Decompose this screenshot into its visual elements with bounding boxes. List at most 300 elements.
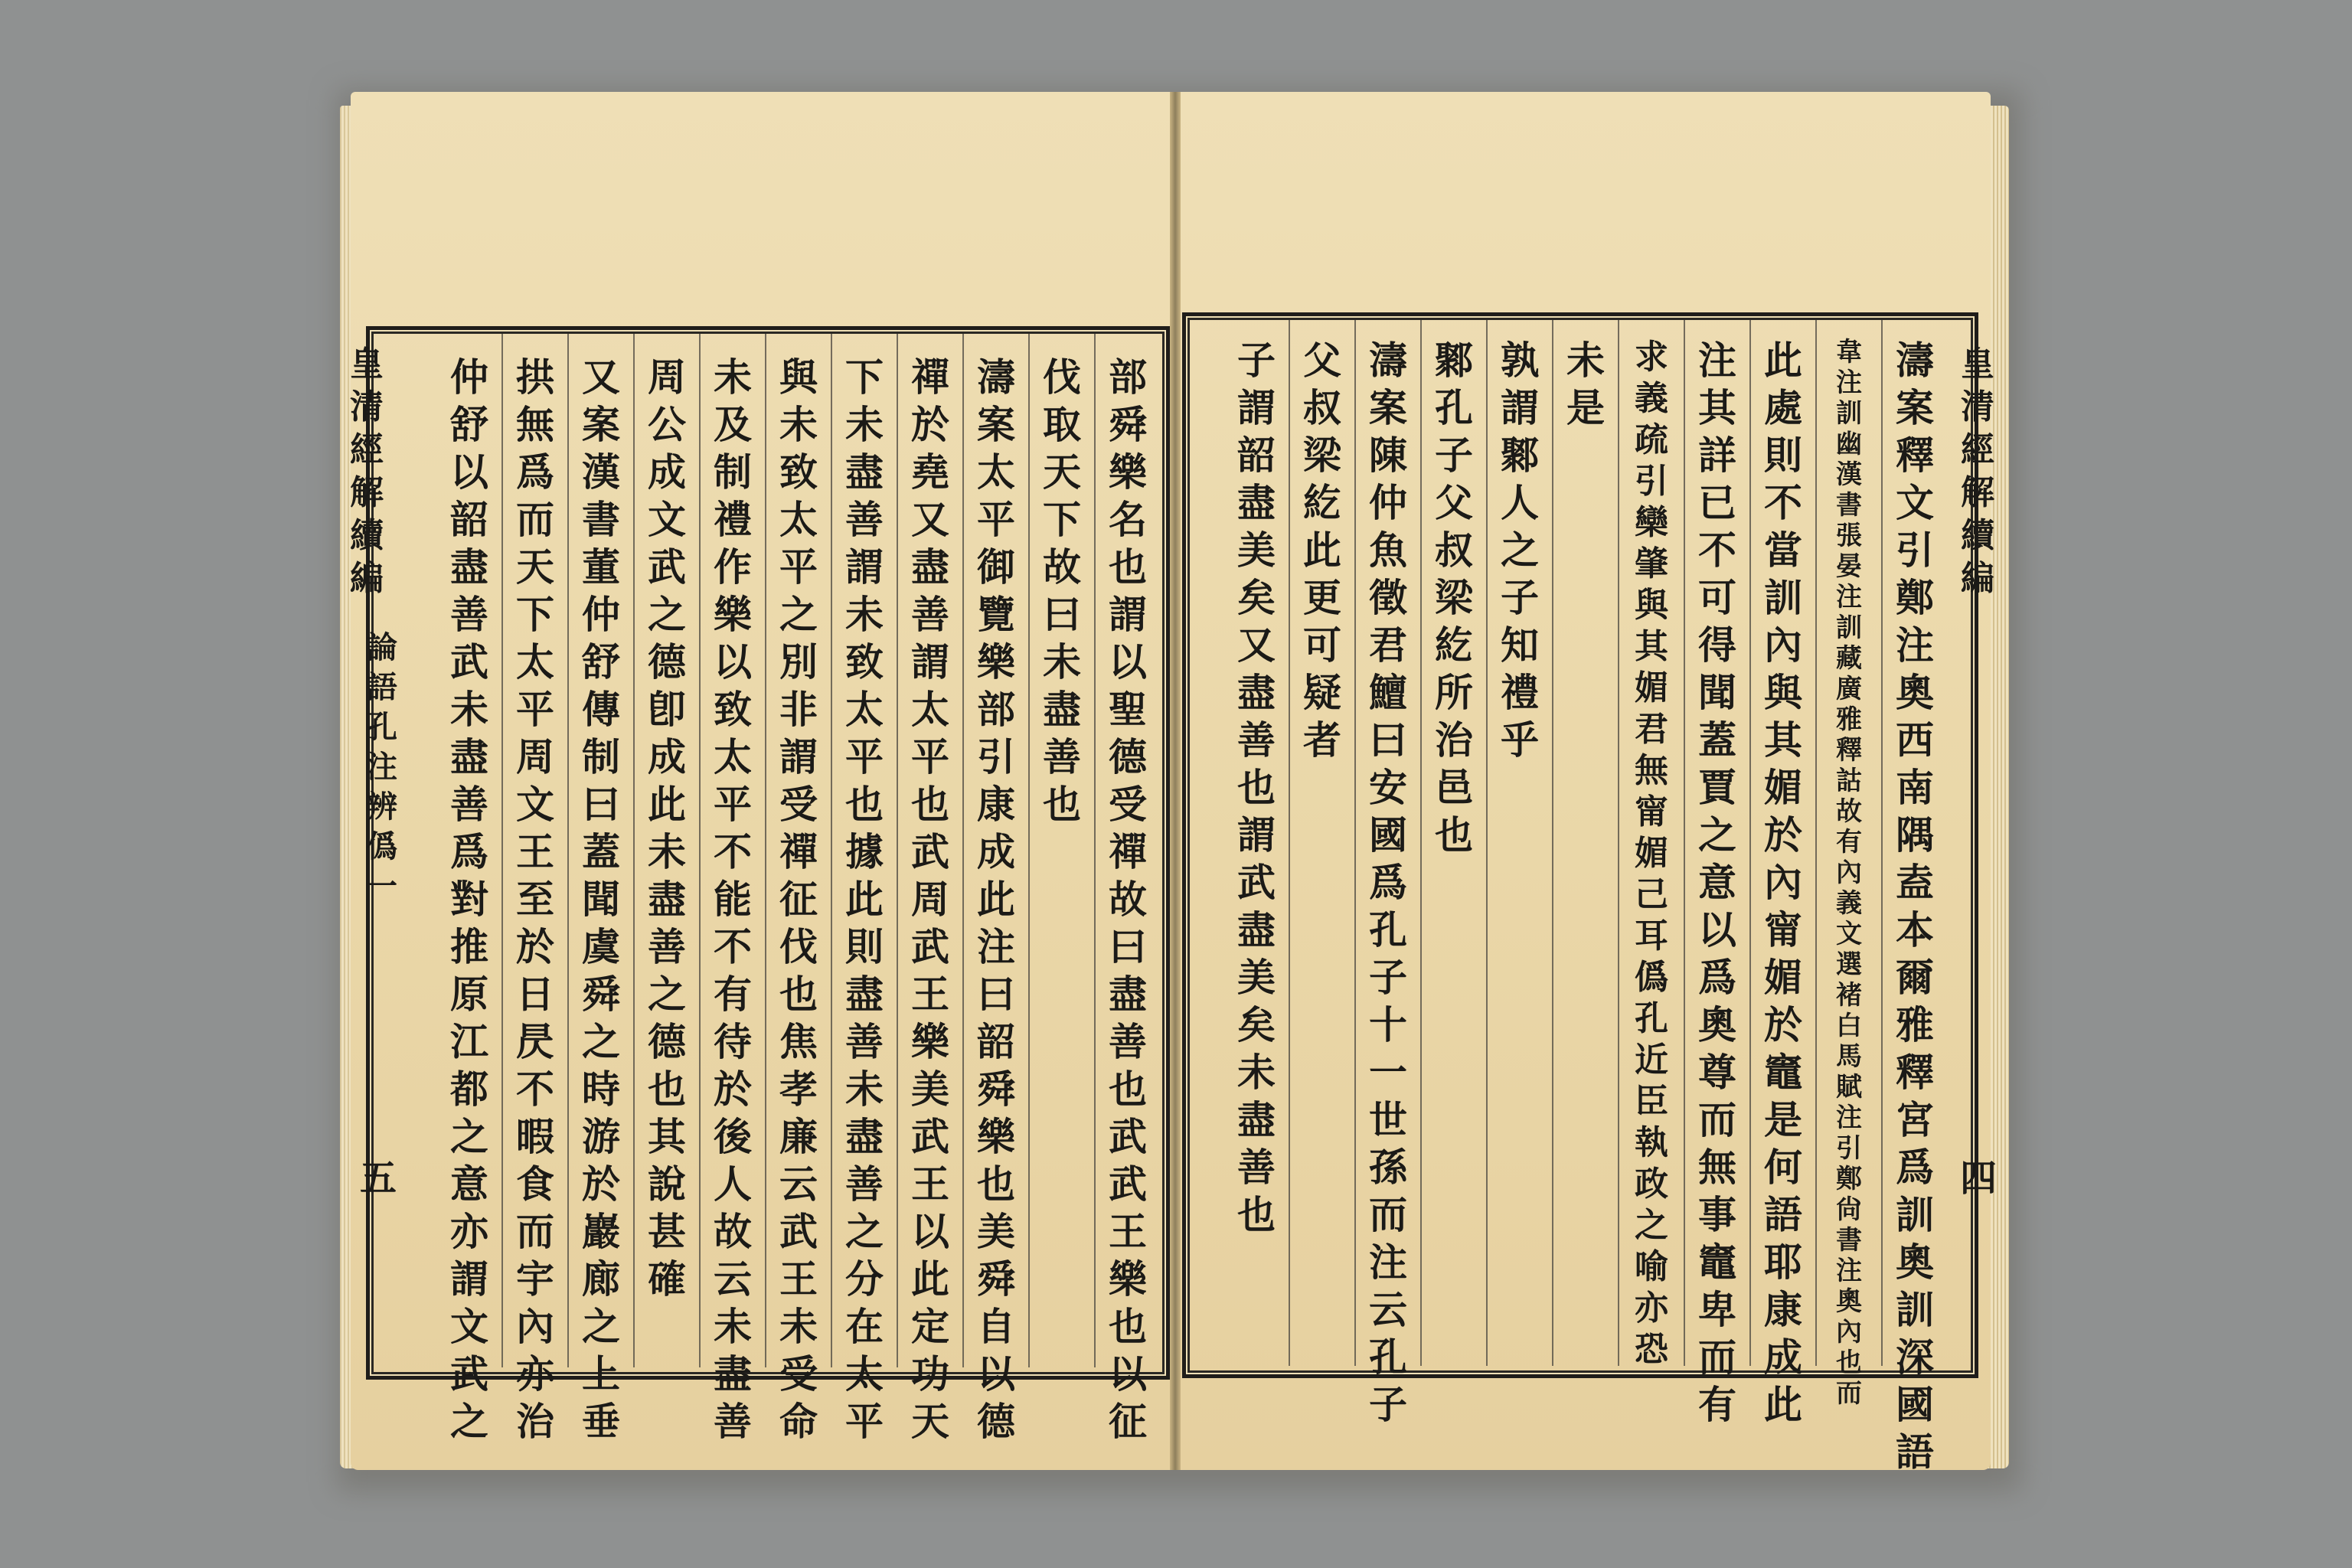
text-glyph: 以 [450,449,488,495]
text-glyph: 在 [845,1304,884,1349]
text-glyph: 至 [516,877,554,922]
text-glyph: 垂 [582,1399,620,1444]
text-glyph: 暇 [516,1114,554,1159]
text-glyph: 治 [516,1399,554,1444]
text-glyph: 未 [1566,338,1605,383]
text-glyph: 卽 [648,687,686,732]
text-glyph: 爲 [1896,1145,1934,1190]
text-glyph: 分 [845,1256,884,1302]
text-glyph: 此 [648,782,686,827]
text-glyph: 盡 [845,972,884,1017]
left-page-number: 五 [360,1157,397,1200]
text-glyph: 廉 [779,1114,818,1159]
text-glyph: 別 [779,639,818,684]
text-glyph: 注 [1836,368,1862,398]
text-glyph: 周 [516,734,554,779]
text-glyph: 於 [582,1161,620,1207]
text-glyph: 說 [648,1161,686,1207]
text-glyph: 內 [1764,860,1802,905]
text-glyph: 善 [714,1399,752,1444]
text-glyph: 詁 [1836,766,1862,796]
text-glyph: 此 [1303,528,1341,573]
title-glyph: 編 [350,559,384,598]
text-glyph: 德 [648,639,686,684]
text-glyph: 不 [1764,480,1802,525]
text-glyph: 引 [1896,528,1934,573]
text-glyph: 太 [779,497,818,542]
text-glyph: 語 [1896,1429,1934,1475]
column-rule [1684,320,1685,1366]
text-glyph: 也 [977,1161,1015,1207]
text-glyph: 未 [714,1304,752,1349]
text-glyph: 訓 [1836,398,1862,429]
text-glyph: 鱣 [1369,670,1407,715]
text-glyph: 及 [714,402,752,447]
text-glyph: 則 [1764,433,1802,478]
text-glyph: 語 [1764,1192,1802,1237]
text-glyph: 媚 [1764,765,1802,810]
text-glyph: 舜 [582,972,620,1017]
text-glyph: 媚 [1635,834,1668,873]
text-glyph: 注 [1369,1240,1407,1285]
text-glyph: 功 [911,1351,949,1396]
text-glyph: 注 [977,924,1015,969]
text-glyph: 舒 [582,639,620,684]
column-rule [1354,320,1356,1366]
title-glyph: 注 [367,749,397,785]
text-glyph: 成 [977,829,1015,874]
text-glyph: 原 [450,972,488,1017]
text-column [1231,337,1282,1239]
text-glyph: 武 [450,1351,488,1396]
text-glyph: 已 [1698,480,1736,525]
text-glyph: 取 [1043,402,1081,447]
text-glyph: 美 [1237,528,1276,573]
text-glyph: 於 [714,1067,752,1112]
text-glyph: 以 [1109,1351,1147,1396]
text-glyph: 太 [516,639,554,684]
text-glyph: 游 [582,1114,620,1159]
text-glyph: 則 [845,924,884,969]
text-glyph: 命 [779,1399,818,1444]
text-glyph: 賈 [1698,765,1736,810]
text-glyph: 孔 [1435,385,1473,430]
text-glyph: 臣 [1635,1082,1668,1121]
text-column [1363,337,1413,1429]
text-glyph: 引 [1836,1133,1862,1164]
text-glyph: 覽 [977,592,1015,637]
text-glyph: 廣 [1836,674,1862,704]
text-glyph: 何 [1764,1145,1802,1190]
text-glyph: 之 [450,1399,488,1444]
text-glyph: 謂 [1501,385,1539,430]
text-glyph: 濤 [977,354,1015,400]
column-rule [1420,320,1422,1366]
text-glyph: 定 [911,1304,949,1349]
text-glyph: 堯 [911,449,949,495]
text-glyph: 食 [516,1161,554,1207]
text-glyph: 訓 [1836,612,1862,643]
text-glyph: 此 [977,877,1015,922]
text-glyph: 曰 [1369,717,1407,763]
text-glyph: 世 [1369,1097,1407,1142]
text-glyph: 訓 [1896,1287,1934,1332]
text-glyph: 義 [1836,888,1862,919]
text-glyph: 竈 [1764,1050,1802,1095]
text-glyph: 云 [779,1161,818,1207]
text-glyph: 十 [1369,1002,1407,1047]
text-glyph: 善 [1237,1145,1276,1190]
text-glyph: 仲 [450,354,488,400]
text-glyph: 而 [1698,1097,1736,1142]
text-column [576,354,626,1446]
text-glyph: 矣 [1237,1002,1276,1047]
left-chapter-label [357,628,407,906]
title-glyph: 經 [1961,430,1994,469]
column-rule [962,334,964,1367]
text-glyph: 紇 [1303,480,1341,525]
text-glyph: 平 [977,497,1015,542]
text-glyph: 爲 [450,829,488,874]
text-glyph: 亦 [450,1209,488,1254]
text-glyph: 焦 [779,1019,818,1064]
text-glyph: 謂 [779,734,818,779]
title-glyph: 經 [350,430,384,469]
text-glyph: 是 [1764,1097,1802,1142]
text-glyph: 於 [1764,1002,1802,1047]
text-glyph: 之 [450,1114,488,1159]
column-rule [1552,320,1553,1366]
text-glyph: 未 [1043,639,1081,684]
text-glyph: 部 [1109,354,1147,400]
text-glyph: 無 [1698,1145,1736,1190]
text-glyph: 故 [1836,796,1862,827]
text-glyph: 國 [1369,812,1407,858]
text-glyph: 周 [911,877,949,922]
text-glyph: 善 [845,1019,884,1064]
title-glyph: 編 [1961,559,1994,598]
text-column [1824,337,1874,1409]
text-glyph: 盡 [714,1351,752,1396]
text-glyph: 盡 [1109,972,1147,1017]
text-glyph: 武 [450,639,488,684]
text-glyph: 爲 [1369,860,1407,905]
column-rule [1289,320,1290,1366]
text-glyph: 詳 [1698,433,1736,478]
text-glyph: 征 [779,877,818,922]
text-glyph: 叔 [1303,385,1341,430]
text-column [1429,337,1479,859]
text-glyph: 以 [1698,907,1736,952]
text-glyph: 訓 [1764,575,1802,620]
text-glyph: 與 [1764,670,1802,715]
text-glyph: 晏 [1836,551,1862,582]
text-glyph: 美 [911,1067,949,1112]
text-glyph: 曰 [1043,592,1081,637]
text-glyph: 以 [1109,639,1147,684]
left-margin-title [341,343,392,600]
text-glyph: 白 [1836,1011,1862,1041]
text-glyph: 邑 [1435,765,1473,810]
text-glyph: 自 [977,1304,1015,1349]
text-glyph: 韶 [1237,433,1276,478]
text-glyph: 注 [1698,338,1736,383]
text-glyph: 內 [1836,858,1862,888]
text-glyph: 鄹 [1501,433,1539,478]
text-glyph: 疏 [1635,420,1668,459]
text-column [444,354,495,1446]
text-glyph: 武 [911,924,949,969]
text-glyph: 未 [648,829,686,874]
text-glyph: 善 [1237,717,1276,763]
text-glyph: 平 [779,544,818,590]
text-glyph: 其 [648,1114,686,1159]
text-glyph: 矣 [1237,575,1276,620]
title-glyph: 續 [350,516,384,555]
text-glyph: 天 [1043,449,1081,495]
text-glyph: 太 [977,449,1015,495]
text-glyph: 征 [1109,1399,1147,1444]
text-glyph: 肇 [1635,544,1668,583]
text-glyph: 人 [714,1161,752,1207]
text-glyph: 亦 [516,1351,554,1396]
text-glyph: 執 [1635,1123,1668,1162]
text-glyph: 卑 [1698,1287,1736,1332]
book-gutter [1170,92,1181,1470]
text-glyph: 更 [1303,575,1341,620]
text-glyph: 於 [1764,812,1802,858]
text-glyph: 有 [714,972,752,1017]
text-glyph: 也 [1109,1304,1147,1349]
text-glyph: 孔 [1369,1334,1407,1380]
text-glyph: 書 [582,497,620,542]
text-glyph: 而 [1369,1192,1407,1237]
text-glyph: 而 [516,1209,554,1254]
text-glyph: 之 [1635,1206,1668,1245]
text-glyph: 南 [1896,765,1934,810]
text-glyph: 後 [714,1114,752,1159]
text-glyph: 文 [1836,919,1862,949]
title-glyph: 語 [367,669,397,705]
title-glyph: 一 [367,868,397,904]
text-column [1890,337,1940,1476]
text-glyph: 謂 [911,639,949,684]
text-glyph: 盡 [450,734,488,779]
text-glyph: 善 [911,592,949,637]
title-glyph: 清 [1961,387,1994,426]
text-glyph: 天 [516,544,554,590]
text-column [510,354,560,1446]
text-glyph: 又 [1237,622,1276,668]
text-glyph: 昃 [516,1019,554,1064]
text-glyph: 武 [911,1114,949,1159]
text-glyph: 徵 [1369,575,1407,620]
text-glyph: 制 [714,449,752,495]
text-column [839,354,890,1446]
text-glyph: 盡 [1237,1097,1276,1142]
title-glyph: 論 [367,629,397,665]
text-glyph: 之 [648,972,686,1017]
text-glyph: 推 [450,924,488,969]
text-glyph: 之 [582,1304,620,1349]
text-glyph: 不 [714,924,752,969]
text-glyph: 也 [845,782,884,827]
text-glyph: 舜 [977,1256,1015,1302]
column-rule [1094,334,1096,1367]
text-glyph: 賦 [1836,1072,1862,1102]
text-glyph: 有 [1836,827,1862,858]
text-glyph: 王 [911,972,949,1017]
text-glyph: 受 [779,1351,818,1396]
text-glyph: 也 [1237,765,1276,810]
text-glyph: 君 [1369,622,1407,668]
title-glyph: 續 [1961,516,1994,555]
text-column [1692,337,1743,1429]
text-glyph: 尙 [1836,1194,1862,1225]
text-glyph: 也 [1836,1348,1862,1378]
text-glyph: 盡 [845,1114,884,1159]
text-glyph: 曰 [1109,924,1147,969]
text-column [971,354,1021,1446]
text-glyph: 國 [1896,1382,1934,1427]
text-glyph: 禪 [1109,829,1147,874]
text-glyph: 與 [779,354,818,400]
text-column [642,354,692,1303]
text-column [1560,337,1611,432]
text-glyph: 無 [1635,751,1668,790]
text-column [1037,354,1087,828]
text-glyph: 樂 [714,592,752,637]
text-glyph: 此 [911,1256,949,1302]
text-glyph: 傳 [582,687,620,732]
text-glyph: 隅 [1896,812,1934,858]
text-glyph: 意 [1698,860,1736,905]
title-glyph: 解 [350,473,384,512]
column-rule [1749,320,1751,1366]
text-glyph: 內 [1764,622,1802,668]
text-glyph: 樂 [911,1019,949,1064]
text-glyph: 恐 [1635,1330,1668,1369]
text-glyph: 善 [450,592,488,637]
text-glyph: 也 [1109,544,1147,590]
text-glyph: 父 [1435,480,1473,525]
text-glyph: 釋 [1896,1050,1934,1095]
text-glyph: 未 [450,687,488,732]
text-glyph: 子 [1501,575,1539,620]
text-column [1758,337,1808,1429]
text-glyph: 安 [1369,765,1407,810]
text-glyph: 善 [845,1161,884,1207]
text-glyph: 王 [1109,1209,1147,1254]
text-glyph: 御 [977,544,1015,590]
text-glyph: 蓋 [582,829,620,874]
text-glyph: 平 [845,734,884,779]
text-glyph: 都 [450,1067,488,1112]
text-glyph: 伐 [1043,354,1081,400]
text-glyph: 舜 [1109,402,1147,447]
text-glyph: 孔 [1369,907,1407,952]
text-glyph: 爾 [1896,955,1934,1000]
text-glyph: 故 [714,1209,752,1254]
right-page-number: 四 [1960,1157,1998,1200]
text-glyph: 曰 [582,782,620,827]
text-glyph: 也 [1435,812,1473,858]
text-glyph: 選 [1836,949,1862,980]
text-glyph: 不 [1698,528,1736,573]
text-glyph: 之 [582,1019,620,1064]
text-glyph: 韶 [450,497,488,542]
text-glyph: 不 [714,829,752,874]
text-glyph: 甚 [648,1209,686,1254]
column-rule [633,334,635,1367]
text-glyph: 董 [582,544,620,590]
column-rule [897,334,898,1367]
text-glyph: 成 [648,449,686,495]
text-glyph: 喻 [1635,1247,1668,1286]
text-glyph: 處 [1764,385,1802,430]
title-glyph: 皇 [350,345,384,384]
text-glyph: 書 [1836,490,1862,521]
text-glyph: 而 [1836,1378,1862,1409]
text-glyph: 注 [1896,622,1934,668]
text-glyph: 樂 [1109,449,1147,495]
text-glyph: 紇 [1435,622,1473,668]
text-glyph: 近 [1635,1040,1668,1080]
text-glyph: 王 [779,1256,818,1302]
text-glyph: 可 [1303,622,1341,668]
text-glyph: 有 [1698,1382,1736,1427]
text-glyph: 受 [779,782,818,827]
text-glyph: 故 [1109,877,1147,922]
text-glyph: 義 [1635,379,1668,418]
text-glyph: 孝 [779,1067,818,1112]
text-glyph: 禮 [714,497,752,542]
column-rule [1881,320,1883,1366]
text-glyph: 之 [1698,812,1736,858]
column-rule [1028,334,1030,1367]
text-glyph: 下 [516,592,554,637]
text-glyph: 伐 [779,924,818,969]
text-glyph: 所 [1435,670,1473,715]
text-glyph: 舒 [450,402,488,447]
text-glyph: 盍 [1896,860,1934,905]
text-glyph: 案 [977,402,1015,447]
text-glyph: 者 [1303,717,1341,763]
text-glyph: 日 [516,972,554,1017]
text-glyph: 康 [977,782,1015,827]
text-glyph: 文 [450,1304,488,1349]
text-glyph: 未 [845,592,884,637]
text-glyph: 引 [977,734,1015,779]
text-glyph: 公 [648,402,686,447]
text-glyph: 以 [977,1351,1015,1396]
text-glyph: 舜 [977,1067,1015,1112]
text-glyph: 子 [1369,1382,1407,1427]
text-glyph: 耶 [1764,1240,1802,1285]
text-glyph: 爲 [1698,955,1736,1000]
text-glyph: 濤 [1369,338,1407,383]
text-glyph: 當 [1764,528,1802,573]
text-glyph: 仲 [1369,480,1407,525]
text-glyph: 未 [845,402,884,447]
text-glyph: 謂 [1109,592,1147,637]
text-glyph: 平 [845,1399,884,1444]
text-glyph: 德 [977,1399,1015,1444]
text-glyph: 深 [1896,1334,1934,1380]
text-glyph: 盡 [648,877,686,922]
text-glyph: 王 [516,829,554,874]
text-glyph: 周 [648,354,686,400]
